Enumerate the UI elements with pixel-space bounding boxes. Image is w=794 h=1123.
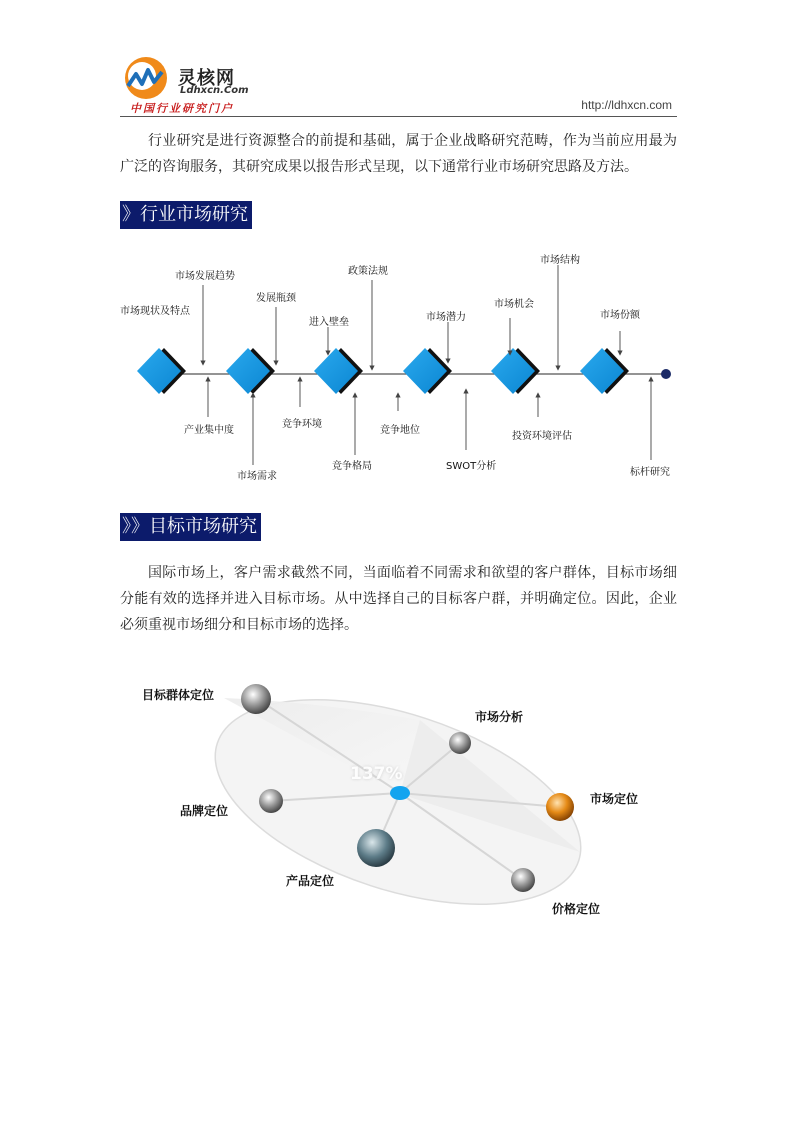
industry-research-diagram	[110, 245, 690, 495]
bottom-label-7: 投资环境评估	[512, 431, 572, 442]
timeline-graphic	[110, 245, 690, 495]
logo-icon	[122, 56, 170, 100]
top-arrows	[203, 265, 620, 368]
target-market-paragraph: 国际市场上，客户需求截然不同，当面临着不同需求和欲望的客户群体，目标市场细分能有效的选择并进入目标市场。从中选择自己的目标客户群，并明确定位。因此，企业必须重视市场细分和目标市场的选择。	[120, 565, 677, 633]
node-label-6: 价格定位	[552, 902, 601, 916]
top-label-8: 市场结构	[540, 255, 580, 266]
top-label-9: 市场份额	[600, 310, 640, 321]
node-sphere-2	[449, 732, 471, 754]
bottom-label-5: 竞争地位	[380, 425, 420, 436]
bottom-label-1: 产业集中度	[184, 425, 234, 436]
bottom-label-6: SWOT分析	[446, 461, 497, 472]
node-label-4: 市场定位	[590, 792, 639, 806]
section-heading-target-market-research: 》》目标市场研究	[120, 513, 261, 541]
section-heading-industry-research: 》行业市场研究	[120, 201, 252, 229]
milestone-diamond-4	[403, 348, 452, 394]
node-sphere-6	[511, 868, 535, 892]
node-sphere-4	[546, 793, 574, 821]
milestone-diamond-1	[137, 348, 186, 394]
top-label-4: 进入壁垒	[309, 317, 349, 328]
top-label-5: 政策法规	[348, 266, 388, 277]
top-label-6: 市场潜力	[426, 312, 466, 323]
milestone-diamond-2	[226, 348, 275, 394]
site-tagline: 中国行业研究门户	[130, 102, 234, 115]
bottom-label-3: 竞争环境	[282, 419, 322, 430]
logo-name: 灵核网	[178, 68, 235, 89]
node-label-3: 品牌定位	[180, 804, 229, 818]
bottom-label-4: 竞争格局	[332, 461, 372, 472]
center-percentage: 137%	[350, 764, 403, 784]
timeline-end-dot	[661, 369, 671, 379]
node-sphere-1	[241, 684, 271, 714]
milestone-diamond-3	[314, 348, 363, 394]
node-label-5: 产品定位	[286, 874, 335, 888]
logo-domain: Ldhxcn.Com	[180, 85, 249, 96]
target-market-diagram	[120, 672, 680, 932]
intro-paragraph: 行业研究是进行资源整合的前提和基础，属于企业战略研究范畴，作为当前应用最为广泛的咨询服务，其研究成果以报告形式呈现，以下通常行业市场研究思路及方法。	[120, 133, 677, 175]
milestone-diamond-5	[491, 348, 540, 394]
top-label-7: 市场机会	[494, 299, 534, 310]
top-label-3: 发展瓶颈	[256, 293, 296, 304]
header-divider	[120, 116, 677, 117]
node-label-2: 市场分析	[475, 710, 524, 724]
top-label-1: 市场现状及特点	[120, 306, 190, 317]
node-sphere-5	[357, 829, 395, 867]
bottom-label-8: 标杆研究	[630, 467, 670, 478]
node-sphere-3	[259, 789, 283, 813]
milestone-diamond-6	[580, 348, 629, 394]
node-label-1: 目标群体定位	[142, 688, 215, 702]
top-label-2: 市场发展趋势	[175, 271, 235, 282]
center-hub	[390, 786, 410, 800]
site-url-link[interactable]: http://ldhxcn.com	[581, 98, 672, 112]
bottom-label-2: 市场需求	[237, 471, 277, 482]
